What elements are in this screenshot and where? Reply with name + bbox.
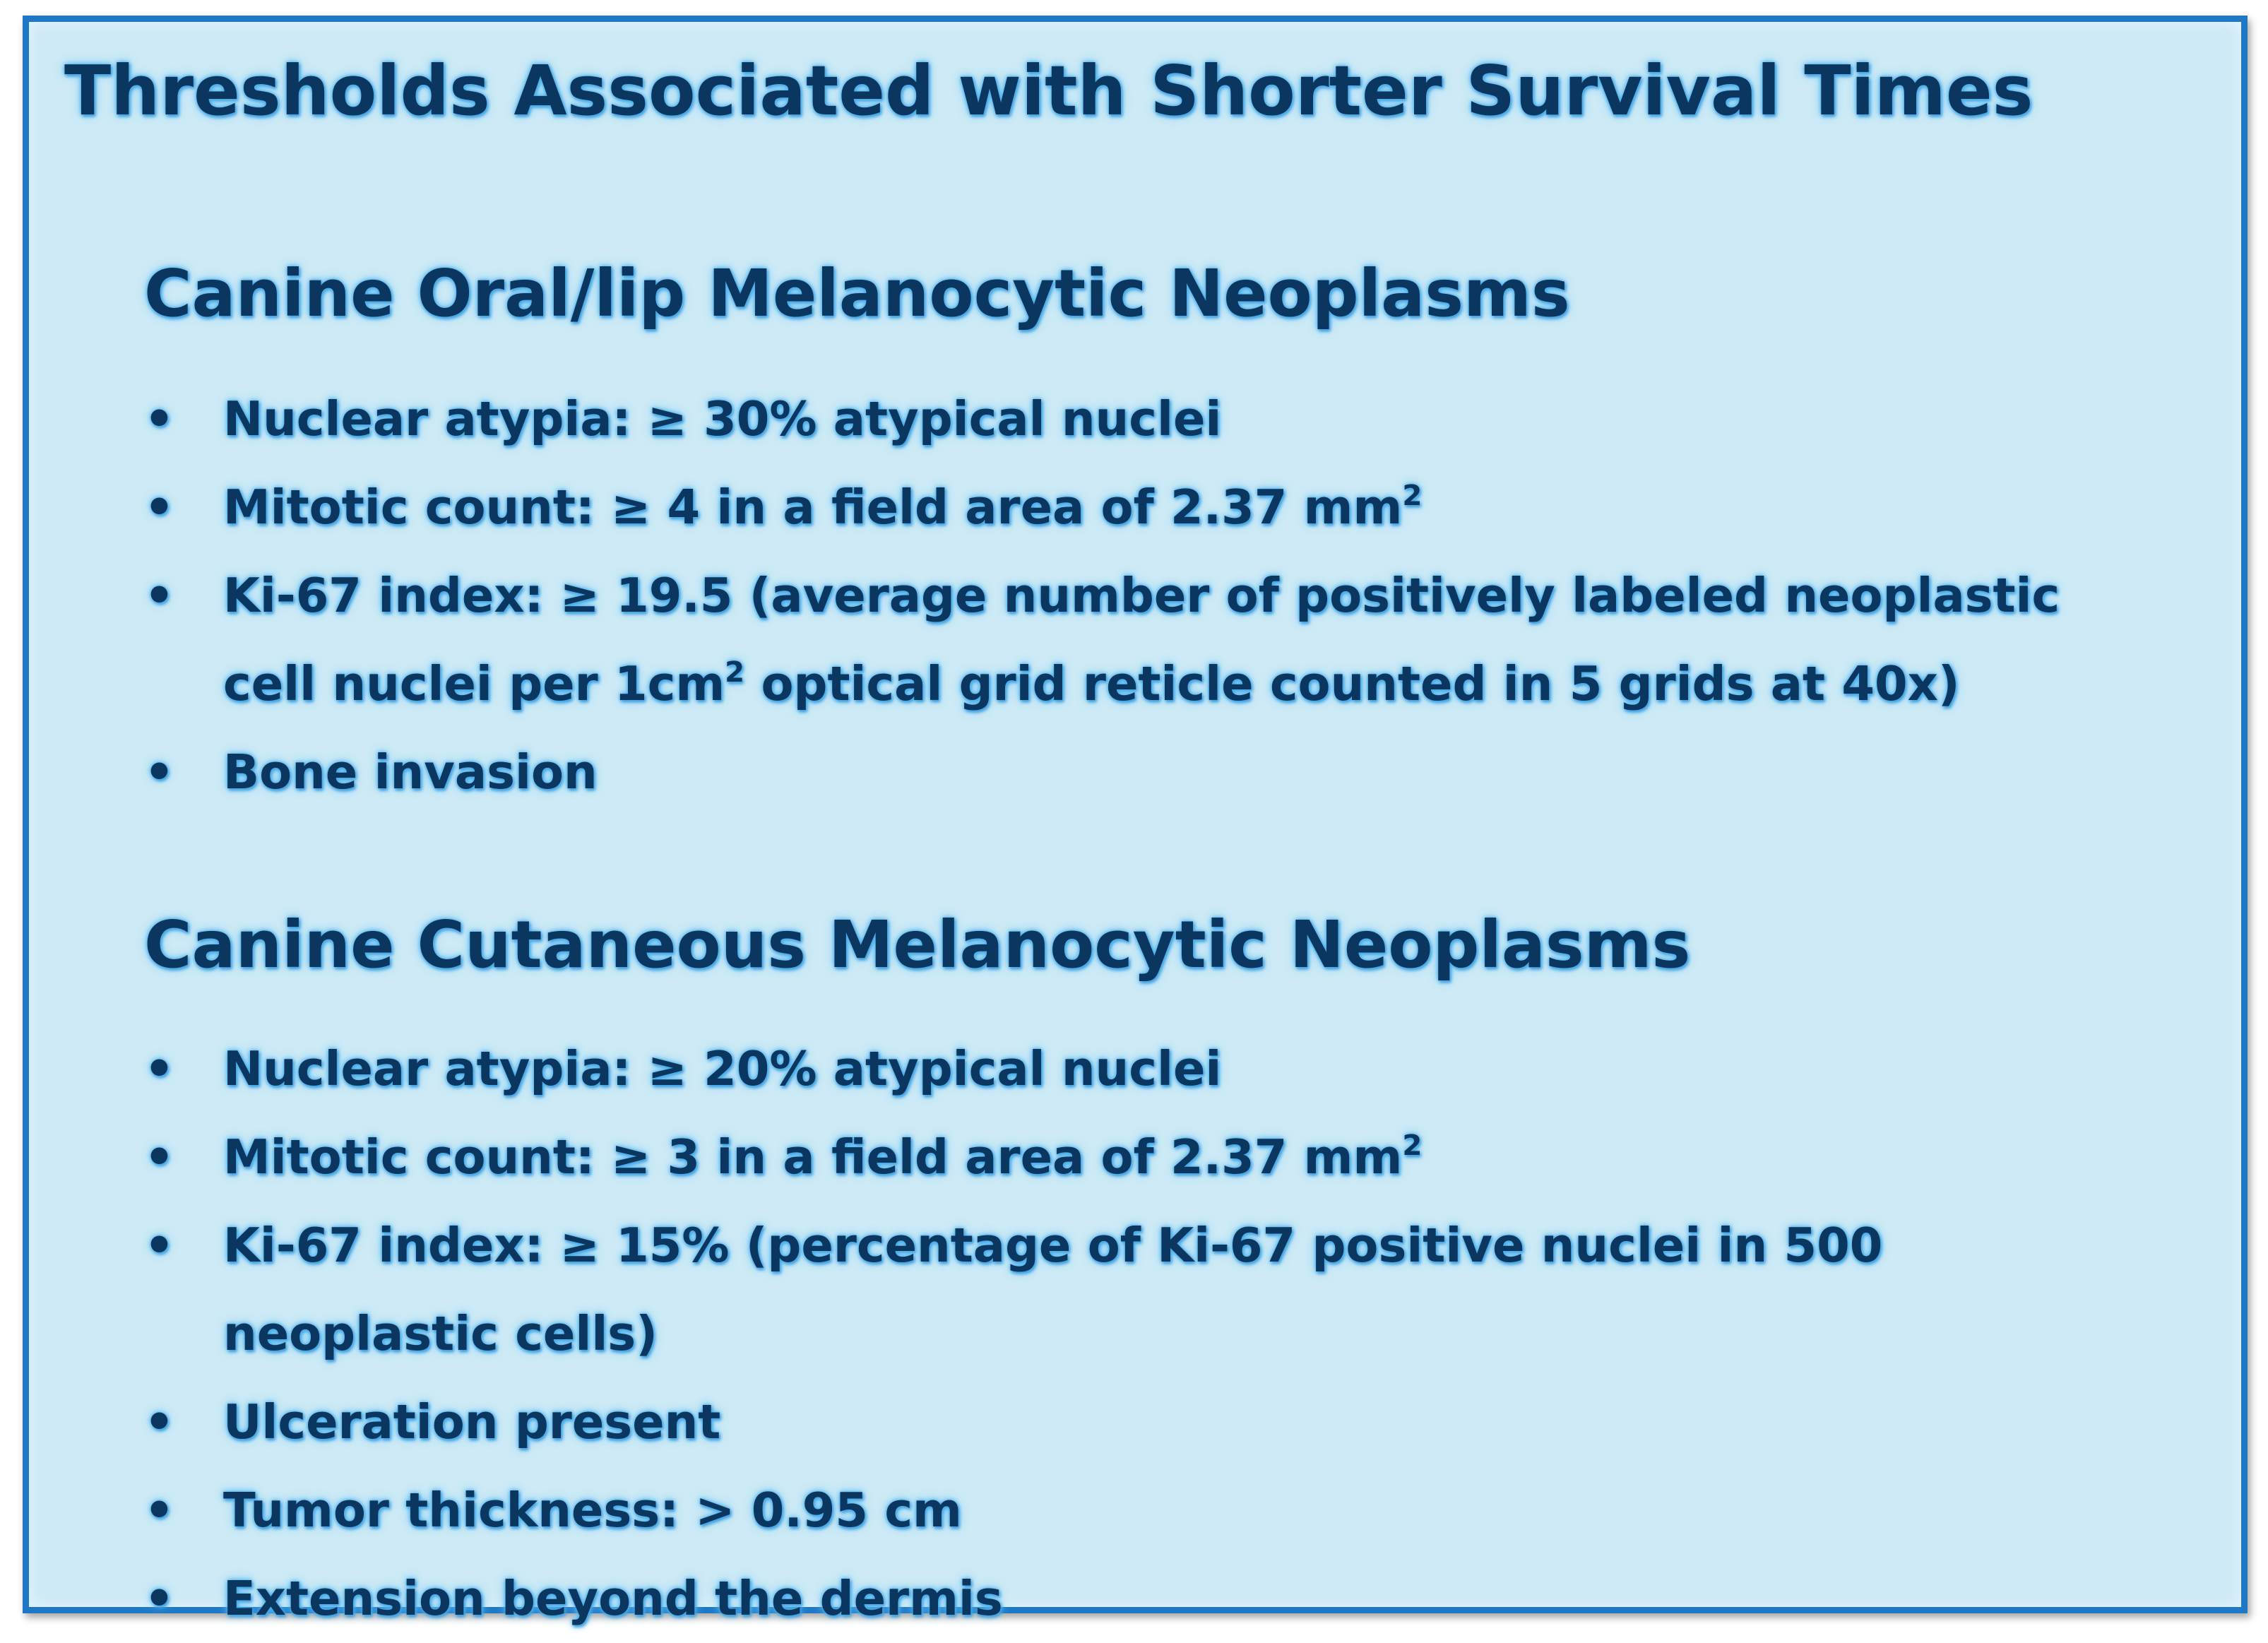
item-text: Mitotic count: ≥ 3 in a field area of 2.37 mm bbox=[223, 1129, 1403, 1185]
list-item bbox=[144, 375, 2143, 463]
list-item bbox=[144, 1378, 2143, 1466]
item-text: Nuclear atypia: ≥ 30% atypical nuclei bbox=[223, 391, 1222, 446]
list-item bbox=[144, 1113, 2143, 1202]
superscript: 2 bbox=[1402, 1129, 1423, 1162]
bullet-list-cutaneous bbox=[144, 1025, 2143, 1643]
info-panel bbox=[23, 16, 2248, 1626]
list-item bbox=[144, 1466, 2143, 1555]
section-heading-cutaneous: Canine Cutaneous Melanocytic Neoplasms bbox=[144, 907, 1691, 983]
superscript: 2 bbox=[725, 656, 745, 689]
bullet-icon: • bbox=[144, 480, 174, 535]
list-item bbox=[144, 552, 2143, 728]
item-text: Ulceration present bbox=[223, 1394, 721, 1449]
item-text: Extension beyond the dermis bbox=[223, 1571, 1003, 1626]
superscript: 2 bbox=[1402, 479, 1423, 512]
bullet-icon: • bbox=[144, 745, 174, 800]
section-heading-oral-lip: Canine Oral/lip Melanocytic Neoplasms bbox=[144, 256, 1570, 331]
item-text: Bone invasion bbox=[223, 745, 598, 800]
list-item bbox=[144, 1025, 2143, 1113]
bullet-icon: • bbox=[144, 568, 174, 623]
bullet-icon: • bbox=[144, 1571, 174, 1626]
bullet-icon: • bbox=[144, 1041, 174, 1096]
bullet-icon: • bbox=[144, 1483, 174, 1538]
item-text: Tumor thickness: > 0.95 cm bbox=[223, 1483, 962, 1538]
panel-title: Thresholds Associated with Shorter Survival Times bbox=[64, 51, 2034, 131]
item-text: Mitotic count: ≥ 4 in a field area of 2.37 mm bbox=[223, 480, 1403, 535]
bullet-icon: • bbox=[144, 391, 174, 446]
item-text: Ki-67 index: ≥ 19.5 (average number of positively labeled neoplastic cell nuclei per 1cm bbox=[223, 568, 2060, 711]
item-text-suffix: optical grid reticle counted in 5 grids at 40x) bbox=[744, 656, 1960, 711]
item-text: Ki-67 index: ≥ 15% (percentage of Ki-67 positive nuclei in 500 neoplastic cells) bbox=[223, 1218, 1883, 1361]
bullet-icon: • bbox=[144, 1394, 174, 1449]
bullet-icon: • bbox=[144, 1129, 174, 1185]
list-item bbox=[144, 1555, 2143, 1643]
list-item bbox=[144, 728, 2143, 817]
list-item bbox=[144, 1202, 2143, 1378]
bullet-icon: • bbox=[144, 1218, 174, 1273]
bullet-list-oral-lip bbox=[144, 375, 2143, 817]
list-item bbox=[144, 463, 2143, 552]
item-text: Nuclear atypia: ≥ 20% atypical nuclei bbox=[223, 1041, 1222, 1096]
